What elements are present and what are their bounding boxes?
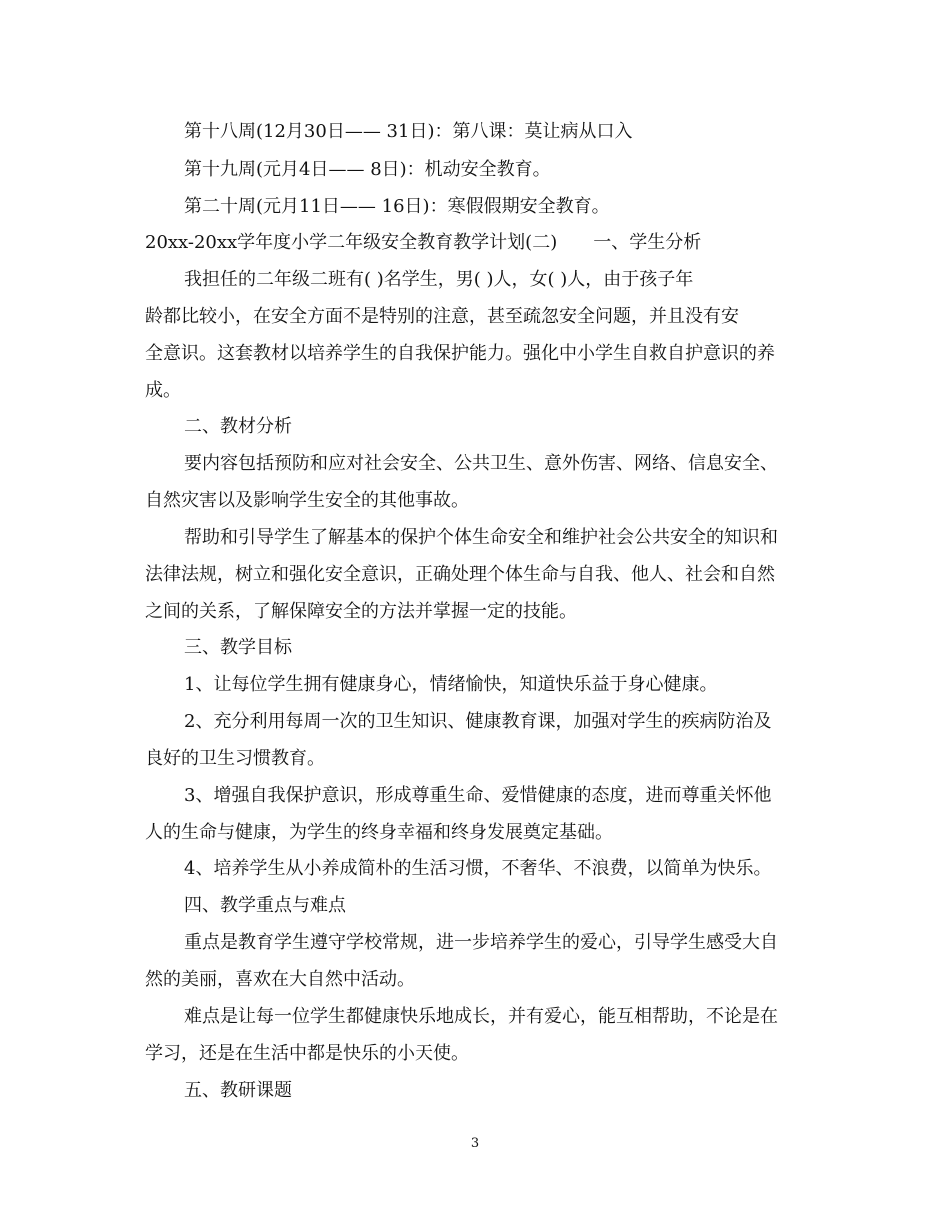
- paragraph-line: 成。: [145, 380, 181, 401]
- goal-item-continued: 人的生命与健康，为学生的终身幸福和终身发展奠定基础。: [145, 822, 613, 843]
- goal-item: 4、培养学生从小养成简朴的生活习惯，不奢华、不浪费，以简单为快乐。: [184, 858, 772, 879]
- goal-item: 3、增强自我保护意识，形成尊重生命、爱惜健康的态度，进而尊重关怀他: [184, 785, 772, 806]
- section-heading-2: 二、教材分析: [184, 416, 292, 437]
- goal-item: 2、充分利用每周一次的卫生知识、健康教育课，加强对学生的疾病防治及: [184, 711, 772, 732]
- goal-item: 1、让每位学生拥有健康身心，情绪愉快，知道快乐益于身心健康。: [184, 674, 718, 695]
- week19-line: 第十九周(元月4日—— 8日)：机动安全教育。: [184, 159, 551, 180]
- section-heading-1: 一、学生分析: [593, 232, 702, 253]
- plan-title: 20xx-20xx学年度小学二年级安全教育教学计划(二): [145, 232, 558, 253]
- goal-item-continued: 良好的卫生习惯教育。: [145, 748, 325, 769]
- paragraph-line: 法律法规，树立和强化安全意识，正确处理个体生命与自我、他人、社会和自然: [145, 564, 775, 585]
- week18-line: 第十八周(12月30日—— 31日)：第八课：莫让病从口入: [184, 121, 633, 142]
- section-heading-4: 四、教学重点与难点: [184, 895, 346, 916]
- section-heading-3: 三、教学目标: [184, 637, 292, 658]
- plan-title-line: [145, 232, 825, 254]
- page-number: 3: [470, 1136, 480, 1151]
- paragraph-line: 之间的关系，了解保障安全的方法并掌握一定的技能。: [145, 601, 577, 622]
- paragraph-line: 难点是让每一位学生都健康快乐地成长，并有爱心，能互相帮助，不论是在: [184, 1006, 778, 1027]
- paragraph-line: 龄都比较小，在安全方面不是特别的注意，甚至疏忽安全问题，并且没有安: [145, 306, 739, 327]
- paragraph-line: 自然灾害以及影响学生安全的其他事故。: [145, 490, 469, 511]
- paragraph-line: 学习，还是在生活中都是快乐的小天使。: [145, 1043, 469, 1064]
- paragraph-line: 然的美丽，喜欢在大自然中活动。: [145, 969, 415, 990]
- week20-line: 第二十周(元月11日—— 16日)：寒假假期安全教育。: [184, 196, 610, 217]
- paragraph-line: 帮助和引导学生了解基本的保护个体生命安全和维护社会公共安全的知识和: [184, 527, 778, 548]
- paragraph-line: 全意识。这套教材以培养学生的自我保护能力。强化中小学生自救自护意识的养: [145, 343, 775, 364]
- section-heading-5: 五、教研课题: [184, 1080, 292, 1101]
- paragraph-line: 要内容包括预防和应对社会安全、公共卫生、意外伤害、网络、信息安全、: [184, 453, 778, 474]
- paragraph-line: 我担任的二年级二班有( )名学生，男( )人，女( )人，由于孩子年: [184, 269, 694, 290]
- paragraph-line: 重点是教育学生遵守学校常规，进一步培养学生的爱心，引导学生感受大自: [184, 932, 778, 953]
